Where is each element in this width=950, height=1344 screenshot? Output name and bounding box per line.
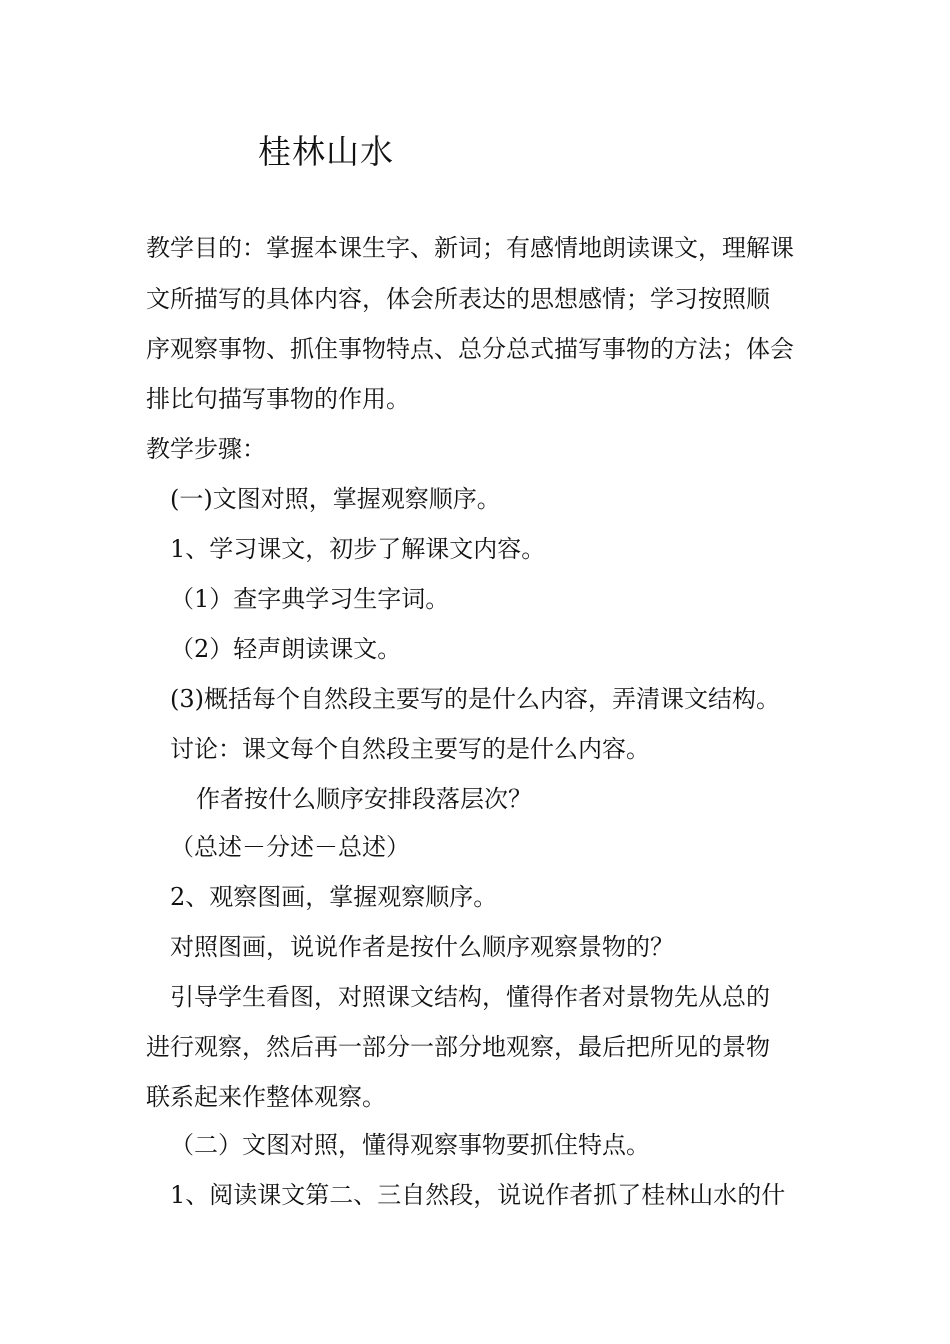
paragraph-line: 联系起来作整体观察。 <box>146 1083 386 1111</box>
paragraph-line: 引导学生看图，对照课文结构，懂得作者对景物先从总的 <box>170 983 770 1011</box>
paragraph-line: 2、观察图画，掌握观察顺序。 <box>170 883 498 911</box>
paragraph-line: 1、学习课文，初步了解课文内容。 <box>170 535 546 563</box>
paragraph-line: (一)文图对照，掌握观察顺序。 <box>170 485 501 513</box>
paragraph-line: （1）查字典学习生字词。 <box>170 585 450 613</box>
paragraph-line: 对照图画，说说作者是按什么顺序观察景物的？ <box>170 933 674 961</box>
paragraph-line: （二）文图对照，懂得观察事物要抓住特点。 <box>170 1131 650 1159</box>
paragraph-line: （2）轻声朗读课文。 <box>170 635 402 663</box>
paragraph-line: (3)概括每个自然段主要写的是什么内容，弄清课文结构。 <box>170 685 780 713</box>
paragraph-line: 讨论：课文每个自然段主要写的是什么内容。 <box>170 735 650 763</box>
paragraph-line: 序观察事物、抓住事物特点、总分总式描写事物的方法；体会 <box>146 335 794 363</box>
paragraph-line: 进行观察，然后再一部分一部分地观察，最后把所见的景物 <box>146 1033 770 1061</box>
section-heading: 教学步骤： <box>146 435 266 463</box>
paragraph-line: 排比句描写事物的作用。 <box>146 385 410 413</box>
paragraph-line: 文所描写的具体内容，体会所表达的思想感情；学习按照顺 <box>146 285 770 313</box>
document-title: 桂林山水 <box>258 132 394 171</box>
paragraph-line: （总述－分述－总述） <box>170 833 410 861</box>
paragraph-line: 教学目的：掌握本课生字、新词；有感情地朗读课文，理解课 <box>146 234 794 262</box>
paragraph-line: 作者按什么顺序安排段落层次？ <box>196 785 532 813</box>
paragraph-line: 1、阅读课文第二、三自然段，说说作者抓了桂林山水的什 <box>170 1181 786 1209</box>
